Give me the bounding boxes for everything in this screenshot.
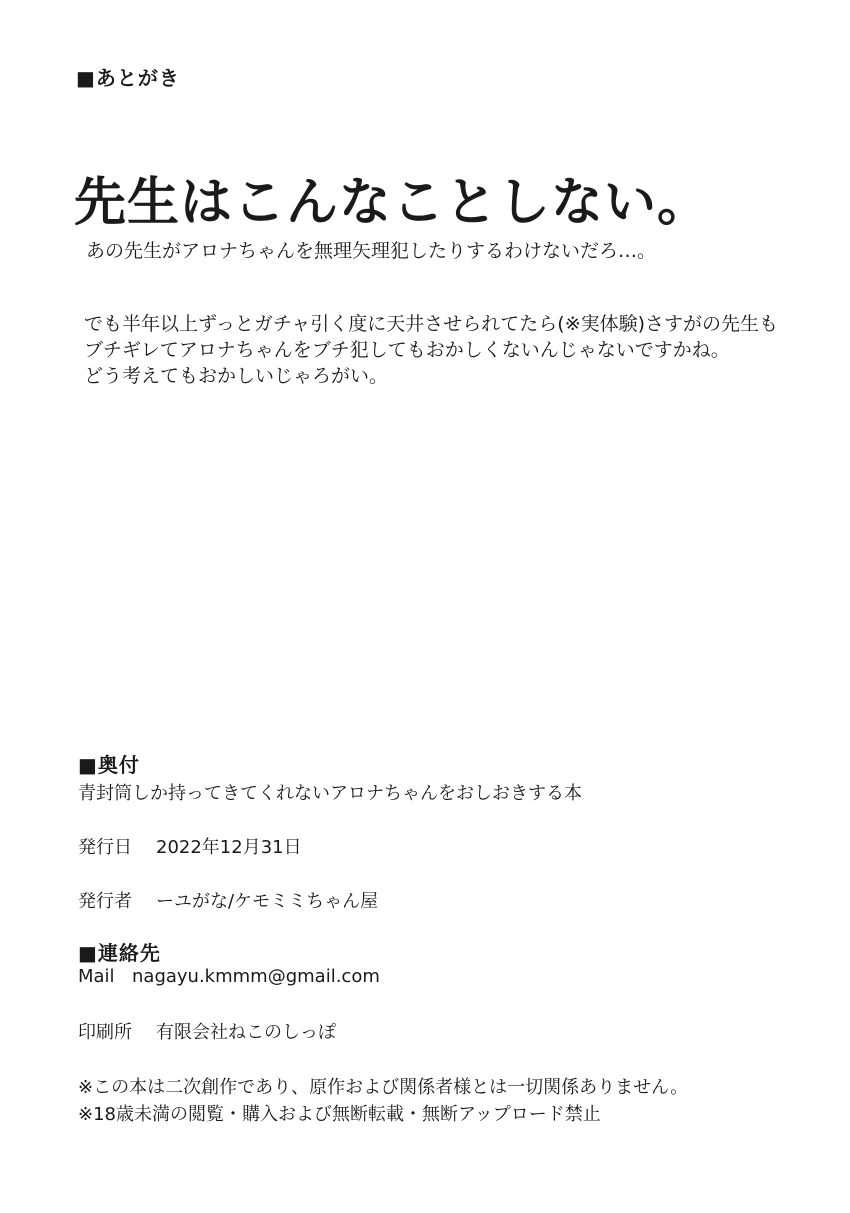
book-title: 青封筒しか持ってきてくれないアロナちゃんをおしおきする本 <box>78 783 582 804</box>
mail-row <box>78 966 380 987</box>
afterword-title: 先生はこんなことしない。 <box>74 173 711 233</box>
afterword-body-line-2: ブチギレてアロナちゃんをブチ犯してもおかしくないんじゃないですかね。 <box>84 339 730 361</box>
mail-address: nagayu.kmmm@gmail.com <box>132 966 380 987</box>
disclaimer-note: ※この本は二次創作であり、原作および関係者様とは一切関係ありません。 <box>78 1077 689 1098</box>
colophon-heading: ■奥付 <box>78 753 140 777</box>
publisher-value: ーユがな/ケモミミちゃん屋 <box>156 891 379 912</box>
afterword-heading: ■あとがき <box>76 66 180 90</box>
printer-value: 有限会社ねこのしっぽ <box>156 1022 336 1043</box>
publisher-row <box>78 887 378 913</box>
printer-row <box>78 1018 336 1044</box>
mail-label: Mail <box>78 966 115 987</box>
publisher-label: 発行者 <box>78 891 132 912</box>
publish-date-label: 発行日 <box>78 837 132 858</box>
contact-heading: ■連絡先 <box>78 941 161 965</box>
publish-date-row <box>78 833 302 859</box>
afterword-subtitle: あの先生がアロナちゃんを無理矢理犯したりするわけないだろ…。 <box>86 240 657 262</box>
publish-date-value: 2022年12月31日 <box>156 837 302 858</box>
printer-label: 印刷所 <box>78 1022 132 1043</box>
age-restriction-note: ※18歳未満の閲覧・購入および無断転載・無断アップロード禁止 <box>78 1104 601 1125</box>
afterword-body-line-3: どう考えてもおかしいじゃろがい。 <box>84 365 389 387</box>
afterword-body-line-1: でも半年以上ずっとガチャ引く度に天井させられてたら(※実体験)さすがの先生も <box>84 313 779 335</box>
